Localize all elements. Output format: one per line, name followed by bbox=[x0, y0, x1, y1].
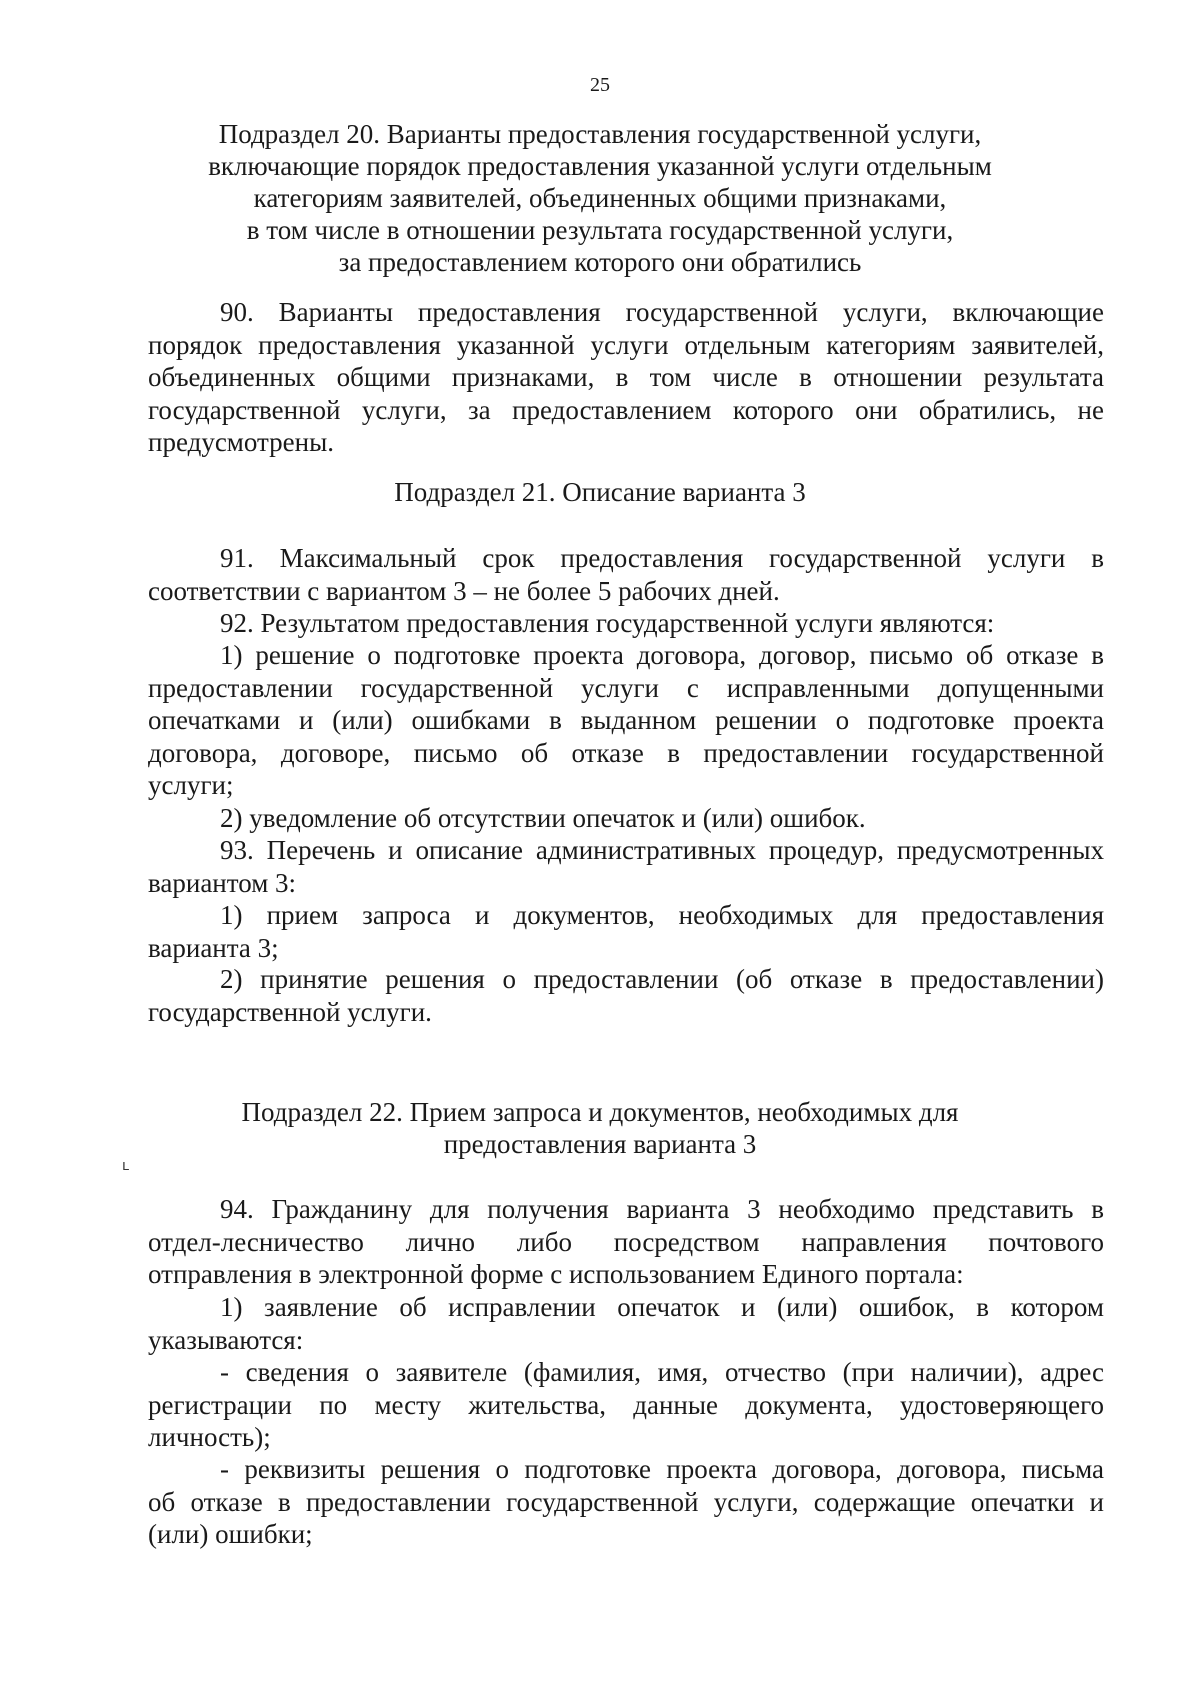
section-20-heading bbox=[0, 118, 1200, 278]
paragraph-92-item-1 bbox=[148, 639, 1104, 802]
text-line: 1) прием запроса и документов, необходимых для предоставления bbox=[220, 900, 1104, 930]
text-line: предусмотрены. bbox=[148, 427, 334, 457]
paragraph-92-item-2 bbox=[148, 802, 1104, 835]
text-line: вариантом 3: bbox=[148, 867, 297, 898]
text-line: 91. Максимальный срок предоставления государственной услуги в bbox=[220, 543, 1104, 573]
text-line: договора, договоре, письмо об отказе в предоставлении государственной bbox=[148, 737, 1104, 768]
text-line: опечатками и (или) ошибками в выданном решении о подготовке проекта bbox=[148, 705, 1104, 735]
paragraph-94-item-1 bbox=[148, 1291, 1104, 1356]
text-line: личность); bbox=[148, 1422, 271, 1452]
text-line: 2) принятие решения о предоставлении (об отказе в предоставлении) bbox=[220, 964, 1104, 994]
text-line: государственной услуги, за предоставлением которого они обратились, не bbox=[148, 394, 1104, 425]
heading-line: Подраздел 21. Описание варианта 3 bbox=[394, 477, 806, 507]
section-22-heading bbox=[0, 1096, 1200, 1160]
text-line: (или) ошибки; bbox=[148, 1519, 313, 1549]
paragraph-94-bullet-2 bbox=[148, 1453, 1104, 1551]
text-line: услуги; bbox=[148, 770, 234, 800]
text-line: указываются: bbox=[148, 1324, 304, 1355]
text-line: отправления в электронной форме с использованием Единого портала: bbox=[148, 1259, 964, 1289]
paragraph-90 bbox=[148, 296, 1104, 459]
page-number: 25 bbox=[590, 74, 610, 96]
paragraph-92 bbox=[148, 607, 1104, 640]
stray-pen-mark: ʟ bbox=[122, 1158, 130, 1174]
text-line: порядок предоставления указанной услуги отдельным категориям заявителей, bbox=[148, 329, 1104, 360]
heading-line: предоставления варианта 3 bbox=[443, 1129, 757, 1159]
section-21-heading bbox=[0, 476, 1200, 508]
text-line: регистрации по месту жительства, данные документа, удостоверяющего bbox=[148, 1389, 1104, 1420]
heading-line: за предоставлением которого они обратились bbox=[338, 247, 862, 277]
text-line: предоставлении государственной услуги с исправленными допущенными bbox=[148, 672, 1104, 703]
text-line: 1) заявление об исправлении опечаток и (или) ошибок, в котором bbox=[220, 1292, 1104, 1322]
text-line: - сведения о заявителе (фамилия, имя, отчество (при наличии), адрес bbox=[220, 1357, 1104, 1387]
heading-line: включающие порядок предоставления указанной услуги отдельным bbox=[208, 151, 992, 181]
text-line: 94. Гражданину для получения варианта 3 необходимо представить в bbox=[220, 1194, 1104, 1224]
text-line: соответствии с вариантом 3 – не более 5 рабочих дней. bbox=[148, 575, 780, 606]
paragraph-93 bbox=[148, 834, 1104, 899]
paragraph-94-bullet-1 bbox=[148, 1356, 1104, 1454]
text-line: объединенных общими признаками, в том числе в отношении результата bbox=[148, 362, 1104, 392]
text-line: 92. Результатом предоставления государственной услуги являются: bbox=[220, 608, 995, 638]
text-line: 90. Варианты предоставления государственной услуги, включающие bbox=[220, 297, 1104, 327]
heading-line: Подраздел 22. Прием запроса и документов, необходимых для bbox=[241, 1097, 959, 1127]
paragraph-93-item-2 bbox=[148, 963, 1104, 1028]
text-line: государственной услуги. bbox=[148, 996, 432, 1027]
text-line: 1) решение о подготовке проекта договора, договор, письмо об отказе в bbox=[220, 640, 1104, 670]
paragraph-91 bbox=[148, 542, 1104, 607]
heading-line: категориям заявителей, объединенных общими признаками, bbox=[253, 183, 947, 213]
text-line: об отказе в предоставлении государственной услуги, содержащие опечатки и bbox=[148, 1486, 1104, 1517]
text-line: 93. Перечень и описание административных процедур, предусмотренных bbox=[220, 835, 1104, 865]
text-line: - реквизиты решения о подготовке проекта договора, договора, письма bbox=[220, 1454, 1104, 1484]
paragraph-93-item-1 bbox=[148, 899, 1104, 964]
heading-line: в том числе в отношении результата государственной услуги, bbox=[246, 215, 954, 245]
heading-line: Подраздел 20. Варианты предоставления государственной услуги, bbox=[218, 119, 982, 149]
text-line: отдел-лесничество лично либо посредством направления почтового bbox=[148, 1226, 1104, 1257]
text-line: 2) уведомление об отсутствии опечаток и (или) ошибок. bbox=[220, 803, 866, 833]
paragraph-94 bbox=[148, 1193, 1104, 1291]
text-line: варианта 3; bbox=[148, 932, 279, 963]
